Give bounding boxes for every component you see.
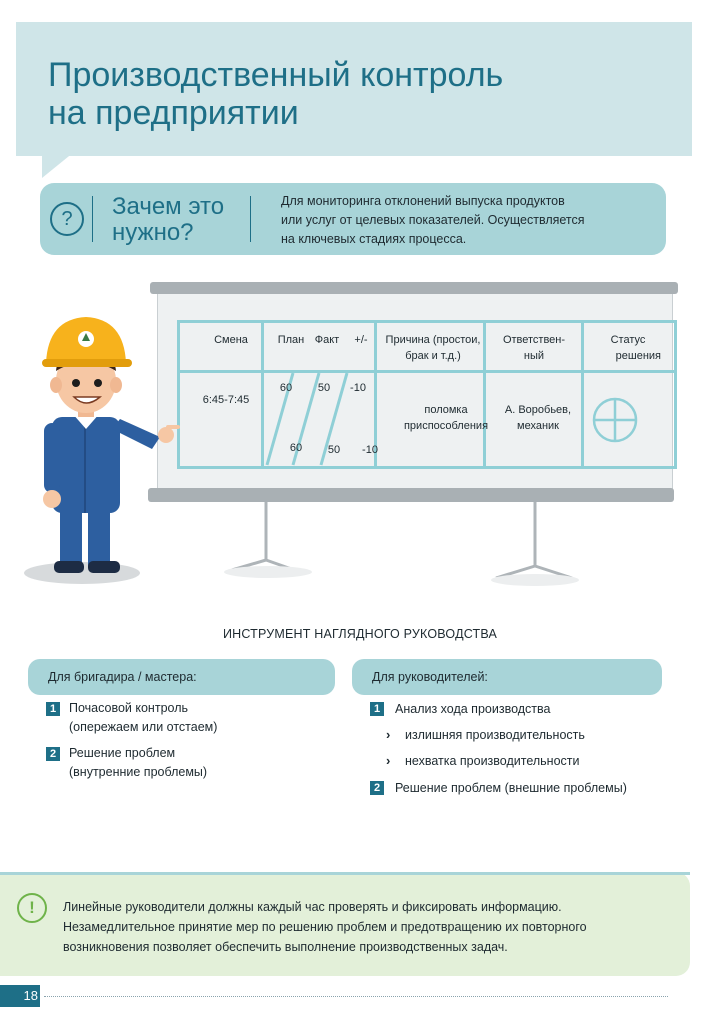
production-table <box>177 320 677 470</box>
note-line1: Линейные руководители должны каждый час проверять и фиксировать информацию. <box>63 900 562 914</box>
list-item: Анализ хода производства <box>395 702 551 716</box>
page-number: 18 <box>0 985 40 1007</box>
col-header-fact: Факт <box>314 334 340 346</box>
list-number: 1 <box>46 702 60 716</box>
worker-illustration <box>20 305 190 585</box>
list-number: 2 <box>370 781 384 795</box>
list-item-l2: (опережаем или отстаем) <box>69 720 218 734</box>
cell-reason-l1: поломка <box>424 404 468 416</box>
list-item-l1: Решение проблем <box>69 746 176 760</box>
question-icon: ? <box>50 202 84 236</box>
why-desc-line2: или услуг от целевых показателей. Осуществляется <box>281 213 585 227</box>
col-header-resp-l2: ный <box>523 350 545 362</box>
cell-plan-1: 60 <box>279 382 293 394</box>
col-header-reason-l1: Причина (простои, <box>385 334 481 346</box>
page-title-line2: на предприятии <box>48 94 299 132</box>
list-number: 1 <box>370 702 384 716</box>
page-title-line1: Производственный контроль <box>48 56 504 94</box>
note-top-border <box>0 872 690 875</box>
col-header-resp-l1: Ответствен- <box>502 334 566 346</box>
footer-rule <box>44 996 668 997</box>
col-header-plan: План <box>277 334 305 346</box>
managers-label: Для руководителей: <box>372 670 488 684</box>
sub-list-item: излишняя производительность <box>405 728 585 742</box>
tool-heading: ИНСТРУМЕНТ НАГЛЯДНОГО РУКОВОДСТВА <box>222 627 498 641</box>
board-bottom-rail <box>148 488 674 502</box>
foreman-label: Для бригадира / мастера: <box>48 670 197 684</box>
cell-responsible <box>493 402 583 434</box>
note-text <box>63 897 683 957</box>
col-header-status <box>581 332 661 364</box>
list-number: 2 <box>46 747 60 761</box>
cell-diff-2: -10 <box>362 444 378 456</box>
col-header-reason-l2: брак и т.д.) <box>405 350 461 362</box>
chevron-right-icon: › <box>386 753 391 768</box>
cell-reason <box>391 402 501 434</box>
list-item: Решение проблем (внешние проблемы) <box>395 781 627 795</box>
crosshair-circle-icon <box>591 396 639 444</box>
exclamation-icon: ! <box>17 893 47 923</box>
cell-fact-2: 50 <box>327 444 341 456</box>
board-top-rail <box>150 282 678 294</box>
col-header-diff: +/- <box>354 334 368 346</box>
why-heading-line2: нужно? <box>112 219 194 246</box>
col-header-status-l1: Статус <box>610 334 646 346</box>
why-desc-line1: Для мониторинга отклонений выпуска продуктов <box>281 194 565 208</box>
list-item <box>69 744 207 782</box>
note-line2: Незамедлительное принятие мер по решению проблем и предотвращению их повторного <box>63 920 587 934</box>
col-header-responsible <box>487 332 581 364</box>
list-item-l1: Почасовой контроль <box>69 701 189 715</box>
cell-fact-1: 50 <box>317 382 331 394</box>
list-item <box>69 699 217 737</box>
cell-resp-l2: механик <box>517 420 559 432</box>
sub-list-item: нехватка производительности <box>405 754 580 768</box>
cell-resp-l1: А. Воробьев, <box>504 404 572 416</box>
list-item-l2: (внутренние проблемы) <box>69 765 208 779</box>
col-header-shift: Смена <box>214 334 248 346</box>
cell-diff-1: -10 <box>350 382 366 394</box>
cell-reason-l2: приспособления <box>403 420 489 432</box>
cell-shift: 6:45-7:45 <box>202 394 250 406</box>
why-desc-line3: на ключевых стадиях процесса. <box>281 232 467 246</box>
cell-plan-2: 60 <box>289 442 303 454</box>
note-line3: возникновения позволяет обеспечить выполнение производственных задач. <box>63 940 508 954</box>
col-header-reason <box>377 332 489 364</box>
chevron-right-icon: › <box>386 727 391 742</box>
why-heading-line1: Зачем это <box>112 193 225 220</box>
col-header-status-l2: решения <box>615 350 661 362</box>
